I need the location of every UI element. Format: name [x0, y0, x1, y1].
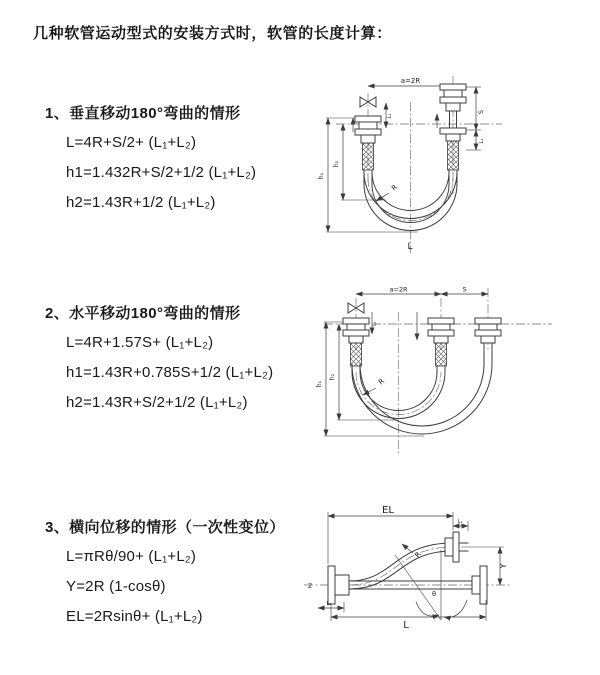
radius-leader: [402, 544, 413, 553]
flange-displaced: [445, 532, 459, 562]
diagram-vertical-180-bend: [306, 72, 546, 258]
dim-label-l1-left: L₁: [326, 601, 332, 607]
dim-label-s: S: [477, 109, 485, 115]
section-horizontal-180: [45, 302, 273, 424]
length-label: L: [407, 242, 413, 252]
formula-L: L=4R+1.57S+ (L₁+L₂): [66, 334, 214, 351]
angle-arc-arrow: [444, 600, 467, 617]
formula-L: L=πRθ/90+ (L₁+L₂): [66, 548, 197, 565]
dim-label-h1: h₁: [316, 380, 323, 388]
section-3-heading: 3、横向位移的情形（一次性变位）: [45, 519, 285, 536]
diagram-horizontal-180-bend: [306, 284, 562, 466]
formula-h1: h1=1.432R+S/2+1/2 (L₁+L₂): [66, 164, 257, 181]
dim-label-h1: h₁: [318, 172, 325, 180]
flange-middle: [428, 318, 454, 343]
braid-section: [351, 343, 362, 366]
braid-section: [448, 141, 459, 170]
radius-label: R: [390, 183, 400, 193]
section-2-heading: 2、水平移动180°弯曲的情形: [45, 305, 241, 322]
flange-left: [328, 566, 349, 604]
dim-label-a2r: a=2R: [400, 77, 421, 85]
formula-EL: EL=2Rsinθ+ (L₁+L₂): [66, 608, 203, 625]
flange-left: [355, 116, 381, 143]
formula-L: L=4R+S/2+ (L₁+L₂): [66, 134, 197, 151]
hose-arc-moved: [352, 364, 492, 434]
theta-label: θ: [432, 590, 436, 598]
dim-label-l1-left: L₁: [387, 113, 393, 119]
dim-label-l1-top: L₁: [457, 519, 463, 525]
flange-right-lower: [440, 128, 466, 141]
hose-curve: [349, 551, 453, 589]
dim-label-el: EL: [382, 505, 394, 516]
axis-mark-label: Z: [308, 583, 313, 590]
flange-right: [472, 566, 487, 604]
angle-line: [395, 555, 441, 620]
section-1-heading: 1、垂直移动180°弯曲的情形: [45, 105, 241, 122]
angle-arc-arrow: [416, 602, 439, 616]
dim-label-y: Y: [499, 563, 508, 569]
dim-label-s: S: [462, 285, 467, 294]
formula-h1: h1=1.43R+0.785S+1/2 (L₁+L₂): [66, 364, 274, 381]
radius-label: R: [377, 377, 387, 387]
hose-arc-moved: [360, 364, 484, 426]
braid-section: [363, 143, 374, 170]
radius-label: R: [413, 550, 423, 560]
section-lateral-displacement: [45, 516, 285, 638]
flange-right-raised: [440, 84, 466, 111]
section-vertical-180: [45, 102, 256, 224]
dim-label-h2: h₂: [329, 373, 336, 381]
formula-h2: h2=1.43R+S/2+1/2 (L₁+L₂): [66, 394, 248, 411]
diagram-lateral-displacement: [296, 498, 596, 650]
formula-h2: h2=1.43R+1/2 (L₁+L₂): [66, 194, 216, 211]
dim-label-l1: L₁: [479, 138, 485, 144]
flange-right-moved: [475, 318, 501, 343]
hose-curve: [349, 543, 453, 581]
dim-label-a2r: a=2R: [389, 285, 408, 294]
flange-left: [343, 318, 369, 343]
page-title: 几种软管运动型式的安装方式时，软管的长度计算：: [33, 25, 392, 42]
braid-section: [436, 343, 447, 366]
dim-label-l1-left: L₁: [373, 321, 378, 327]
dim-label-l: L: [403, 620, 409, 631]
formula-Y: Y=2R (1-cosθ): [66, 578, 166, 595]
dim-label-h2: h₂: [333, 160, 340, 168]
